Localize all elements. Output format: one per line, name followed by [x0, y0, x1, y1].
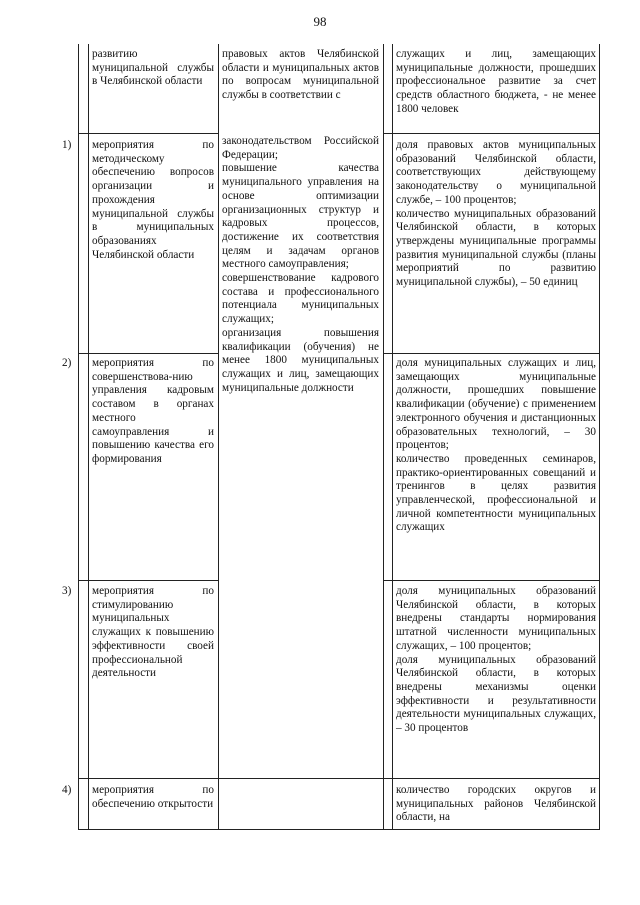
row-0-event: развитию муниципальной службы в Челябинской области — [92, 48, 214, 88]
row-3-number: 3) — [62, 585, 72, 597]
row-divider — [79, 580, 219, 581]
row-1-indicator: доля правовых актов муниципальных образований Челябинской области, соответствующих действующему законодательству о муниципальной службе, – 100 процентов; количество муниципальных образований Челябинской области, в которых утверждены муниципальные программы развития муниципальной службы (планы мероприятий по развитию муниципальной службы), – 50 единиц — [396, 139, 596, 289]
row-divider — [79, 133, 219, 134]
page-number: 98 — [313, 14, 327, 29]
row-divider — [383, 133, 599, 134]
row-1-number: 1) — [62, 139, 72, 151]
merged-tasks: законодательством Российской Федерации; повышение качества муниципального управления на основе оптимизации организационных структур и кадровых процессов, достижение их соответствия целям и задачам органов местного самоуправления; совершенствование кадрового состава и профессионального потенциала муниципальных служащих; организация повышения квалификации (обучения) не менее 1800 муниципальных служащих и лиц, замещающих муниципальные должности — [222, 135, 379, 394]
row-2-number: 2) — [62, 357, 72, 369]
column-divider — [88, 44, 89, 829]
row-4-number: 4) — [62, 784, 72, 796]
row-2-indicator: доля муниципальных служащих и лиц, замещающих муниципальные должности, прошедших повышение квалификации (обучение) с применением электронного обучения и дистанционных образовательных технологий, – 30 процентов; количество проведенных семинаров, практико-ориентированных совещаний и тренингов в целях развития управленческой, профессиональной и личной компетентности муниципальных служащих — [396, 357, 596, 534]
row-4-indicator: количество городских округов и муниципальных районов Челябинской области, на — [396, 784, 596, 824]
row-4-event: мероприятия по обеспечению открытости — [92, 784, 214, 810]
row-0-indicator: служащих и лиц, замещающих муниципальные должности, прошедших профессиональное развитие за счет средств областного бюджета, - не менее 1800 человек — [396, 48, 596, 115]
row-divider — [383, 580, 599, 581]
row-1-event: мероприятия по методическому обеспечению вопросов организации и прохождения муниципальной службы в муниципальных образованиях Челябинской области — [92, 139, 214, 261]
row-divider — [79, 778, 599, 779]
row-divider — [383, 353, 599, 354]
program-table — [62, 44, 600, 830]
row-3-event: мероприятия по стимулированию муниципальных служащих к повышению эффективности своей профессиональной деятельности — [92, 585, 214, 680]
row-2-event: мероприятия по совершенствова-нию управления кадровым составом в органах местного самоуправления и повышению качества его формирования — [92, 357, 214, 465]
column-divider — [383, 44, 384, 829]
row-divider — [79, 353, 219, 354]
row-0-tasks: правовых актов Челябинской области и муниципальных актов по вопросам муниципальной службы в соответствии с — [222, 48, 379, 102]
column-divider — [392, 44, 393, 829]
column-divider — [218, 44, 219, 829]
row-3-indicator: доля муниципальных образований Челябинской области, в которых внедрены стандарты нормирования штатной численности муниципальных служащих, – 100 процентов; доля муниципальных образований Челябинской области, в которых внедрены механизмы оценки эффективности и результативности деятельности муниципальных служащих, – 30 процентов — [396, 585, 596, 735]
